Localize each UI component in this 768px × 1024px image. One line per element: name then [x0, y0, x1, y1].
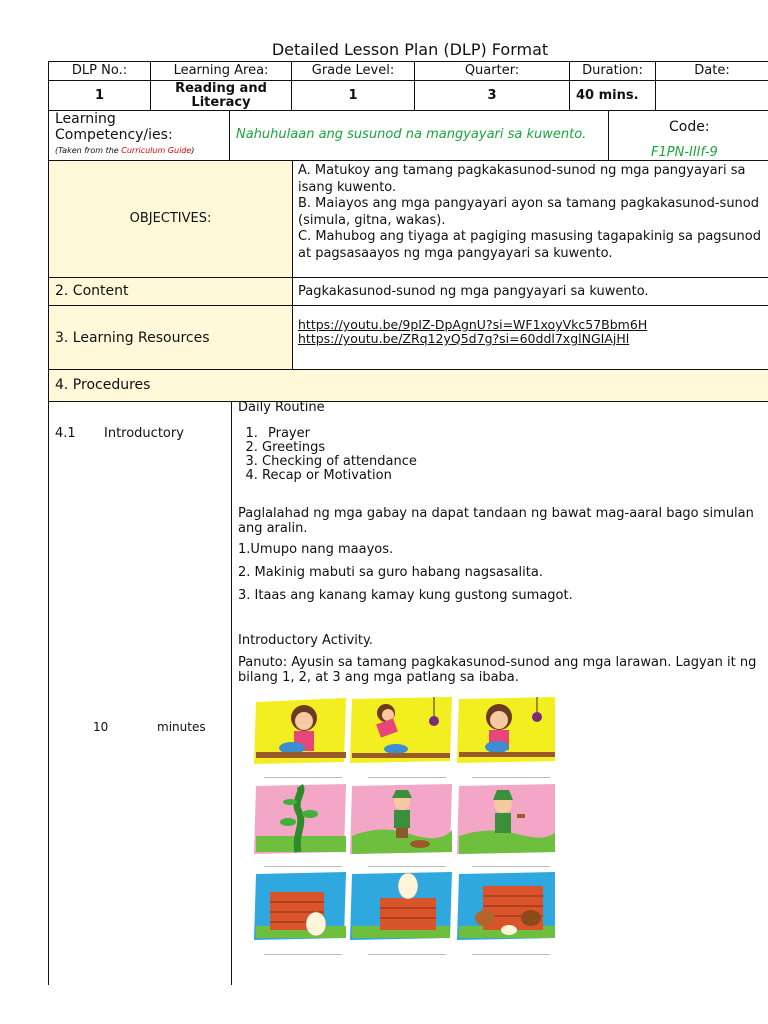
picture-egg-on-wall: [350, 872, 454, 940]
header-label-quarter: Quarter:: [464, 63, 520, 78]
grid-line: [48, 277, 768, 278]
header-value-grade-level: 1: [348, 87, 358, 103]
picture-kings-men: [457, 872, 557, 940]
procedures-header-bg: [49, 369, 768, 401]
picture-girl-eating: [254, 698, 348, 764]
rule-1: 1.Umupo nang maayos.: [238, 542, 394, 557]
grid-line: [608, 110, 609, 161]
routine-list: [238, 427, 758, 483]
routine-item: 1. Prayer: [262, 427, 758, 441]
routine-item: 2. Greetings: [262, 441, 758, 455]
time-value: 10: [93, 720, 109, 734]
routine-item: 3. Checking of attendance: [262, 455, 758, 469]
picture-egg-falling: [254, 872, 348, 940]
competency-text: Nahuhulaan ang susunod na mangyayari sa kuwento.: [236, 127, 587, 142]
competency-note-prefix: (Taken from the: [55, 146, 122, 155]
grid-line: [48, 401, 768, 402]
time-unit: minutes: [157, 720, 206, 734]
routine-title: Daily Routine: [238, 400, 325, 415]
introductory-number: 4.1: [55, 426, 76, 441]
objectives-list: [298, 163, 764, 262]
header-value-duration: 40 mins.: [576, 87, 639, 103]
header-label-date: Date:: [694, 63, 730, 78]
code-value: F1PN-IIIf-9: [651, 145, 718, 160]
procedures-label: 4. Procedures: [55, 377, 151, 393]
introductory-label: Introductory: [104, 426, 184, 441]
answer-blank[interactable]: [264, 866, 342, 867]
code-label: Code:: [669, 119, 710, 135]
panuto-text: : Ayusin sa tamang pagkakasunod-sunod ang mga larawan. Lagyan it ng bilang 1, 2, at 3 ang mga patlang sa ibaba.: [238, 655, 757, 685]
answer-blank[interactable]: [368, 954, 446, 955]
picture-girl-running: [350, 697, 454, 763]
resource-link-1[interactable]: https://youtu.be/9pIZ-DpAgnU?si=WF1xoyVkc57Bbm6H: [298, 317, 648, 332]
header-value-learning-area: Reading and Literacy: [175, 80, 267, 110]
header-label-learning-area: Learning Area:: [173, 63, 269, 78]
competency-note: [55, 146, 230, 156]
activity-title: Introductory Activity.: [238, 633, 373, 648]
routine-item: 4. Recap or Motivation: [262, 469, 758, 483]
curriculum-guide-link[interactable]: Curriculum Guide: [121, 146, 192, 155]
competency-label: Learning Competency/ies:: [55, 111, 173, 143]
header-label-duration: Duration:: [582, 63, 643, 78]
objective-b: B. Maiayos ang mga pangyayari ayon sa tamang pagkakasunod-sunod (simula, gitna, wakas).: [298, 196, 759, 228]
objectives-label: OBJECTIVES:: [129, 211, 212, 226]
answer-blank[interactable]: [264, 954, 342, 955]
grid-line: [292, 160, 293, 369]
objective-c: C. Mahubog ang tiyaga at pagiging masusing tagapakinig sa pagsunod at pagsasaayos ng mga pangyayari sa kuwento.: [298, 229, 761, 261]
answer-blank[interactable]: [472, 866, 550, 867]
competency-note-suffix: ): [191, 146, 195, 155]
content-label: 2. Content: [55, 283, 129, 299]
grid-line: [48, 305, 768, 306]
content-text: Pagkakasunod-sunod ng mga pangyayari sa kuwento.: [298, 284, 649, 299]
picture-boy-seeds: [457, 784, 557, 854]
answer-blank[interactable]: [368, 866, 446, 867]
resource-link-2[interactable]: https://youtu.be/ZRq12yQ5d7g?si=60ddl7xglNGIAjHl: [298, 331, 630, 346]
panuto-instruction: [238, 655, 764, 685]
picture-boy-digging: [350, 784, 454, 854]
header-value-dlp-no: 1: [94, 87, 105, 103]
header-label-dlp-no: DLP No.:: [71, 63, 128, 78]
picture-beanstalk: [254, 784, 348, 854]
rule-3: 3. Itaas ang kanang kamay kung gustong sumagot.: [238, 588, 573, 603]
objective-a: A. Matukoy ang tamang pagkakasunod-sunod ng mga pangyayari sa isang kuwento.: [298, 163, 746, 195]
resources-label: 3. Learning Resources: [55, 330, 210, 346]
picture-girl-spider: [457, 697, 557, 763]
header-value-quarter: 3: [487, 87, 497, 103]
answer-blank[interactable]: [264, 777, 342, 778]
header-value-date: [656, 81, 768, 110]
answer-blank[interactable]: [472, 954, 550, 955]
answer-blank[interactable]: [368, 777, 446, 778]
rule-2: 2. Makinig mabuti sa guro habang nagsasalita.: [238, 565, 543, 580]
panuto-label: Panuto: [238, 655, 283, 670]
answer-blank[interactable]: [472, 777, 550, 778]
grid-line: [231, 401, 232, 985]
grid-line: [48, 369, 768, 370]
header-label-grade-level: Grade Level:: [311, 63, 395, 78]
document-title: Detailed Lesson Plan (DLP) Format: [271, 40, 549, 59]
guide-intro: Paglalahad ng mga gabay na dapat tandaan ng bawat mag-aaral bago simulan ang aralin.: [238, 506, 754, 536]
